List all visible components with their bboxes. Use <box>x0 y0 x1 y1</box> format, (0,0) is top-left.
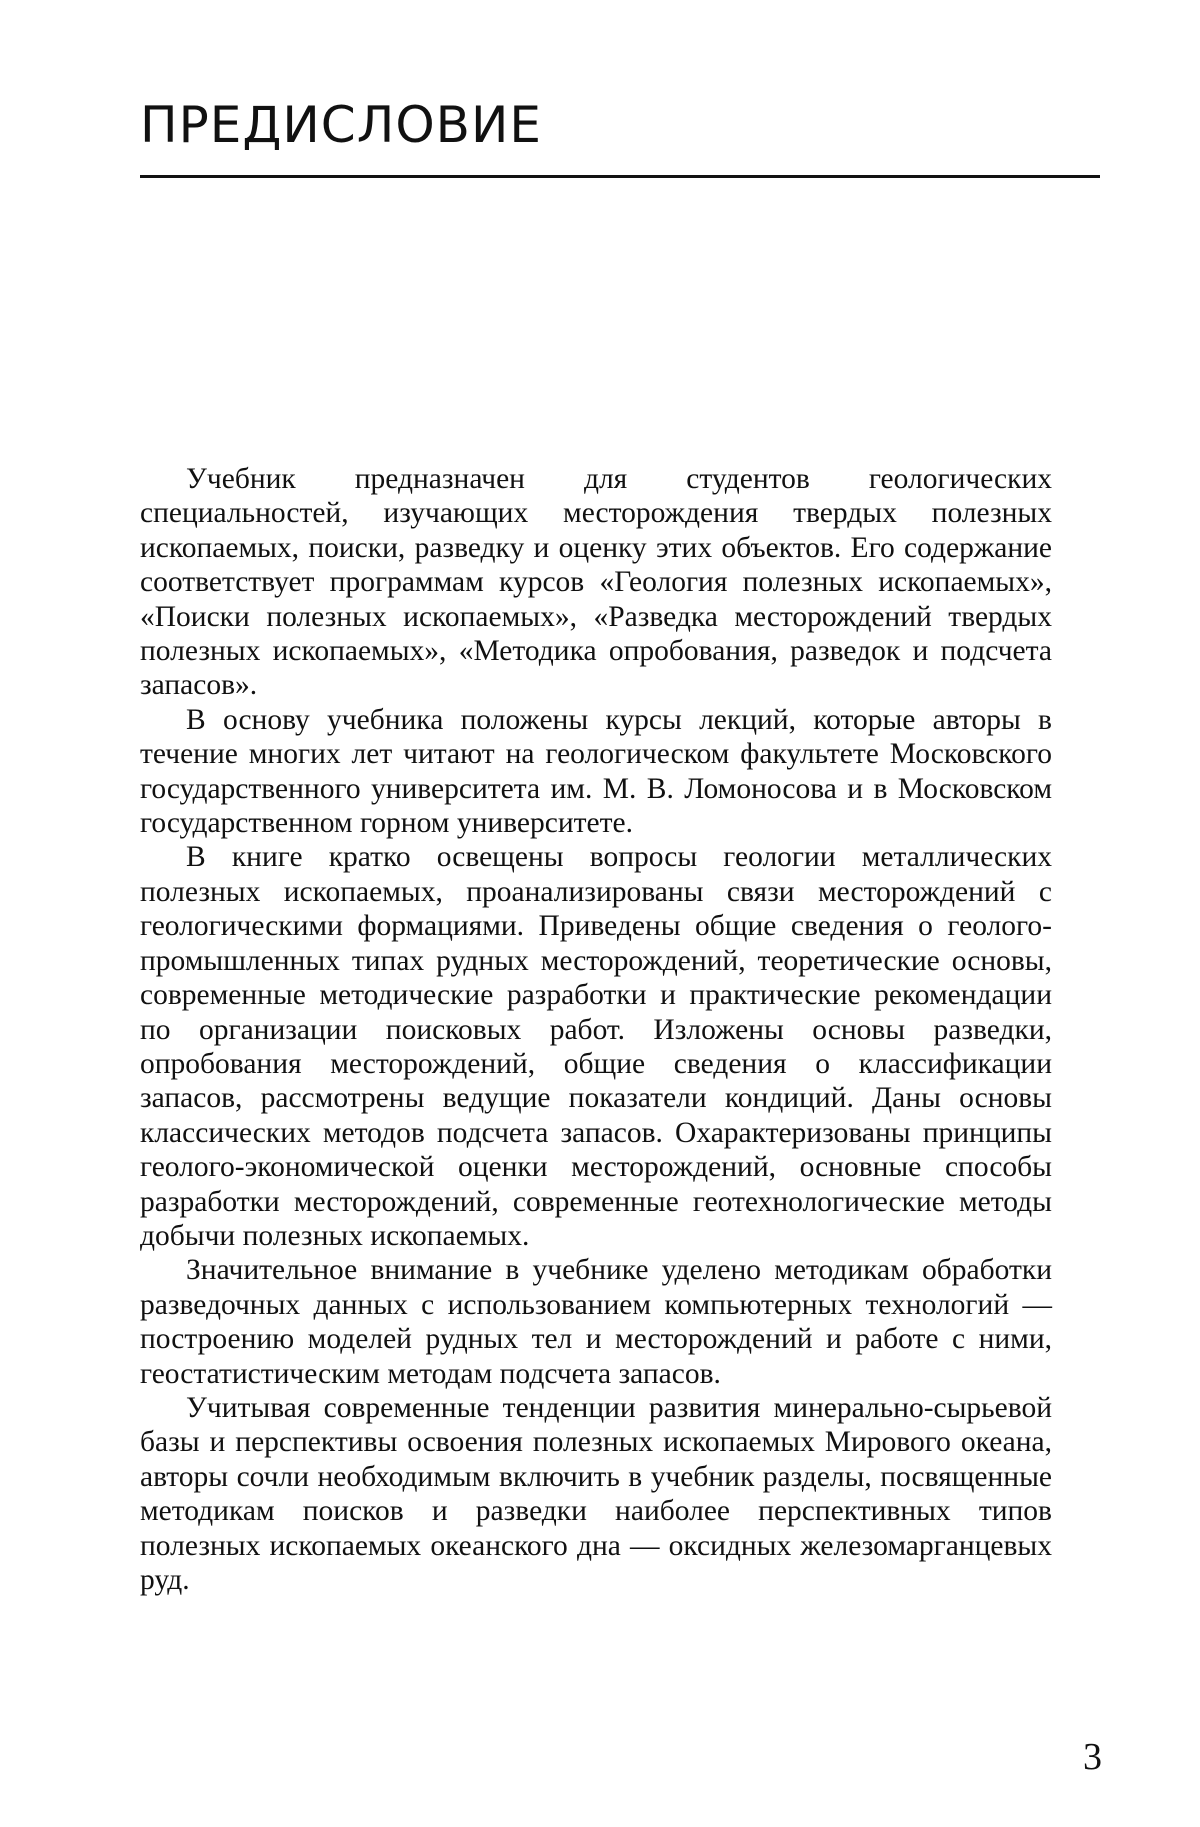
paragraph-5: Учитывая современные тенденции развития минерально-сырьевой базы и перспективы освоения полезных ископаемых Мирового океана, авторы сочли необходимым включить в учебник разделы, посвященные методикам поисков и разведки наиболее перспективных типов полезных ископаемых океанского дна — оксидных железомарганцевых руд. <box>140 1391 1052 1596</box>
preface-body <box>140 462 1052 1597</box>
section-heading: ПРЕДИСЛОВИЕ <box>140 96 542 154</box>
heading-rule <box>140 175 1100 178</box>
paragraph-2: В основу учебника положены курсы лекций, которые авторы в течение многих лет читают на геологическом факультете Московского государственного университета им. М. В. Ломоносова и в Московском государственном горном университете. <box>140 703 1052 840</box>
page-number: 3 <box>1083 1736 1102 1778</box>
paragraph-3: В книге кратко освещены вопросы геологии металлических полезных ископаемых, проанализированы связи месторождений с геологическими формациями. Приведены общие сведения о геолого-промышленных типах рудных месторождений, теоретические основы, современные методические разработки и практические рекомендации по организации поисковых работ. Изложены основы разведки, опробования месторождений, общие сведения о классификации запасов, рассмотрены ведущие показатели кондиций. Даны основы классических методов подсчета запасов. Охарактеризованы принципы геолого-экономической оценки месторождений, основные способы разработки месторождений, современные геотехнологические методы добычи полезных ископаемых. <box>140 841 1052 1252</box>
paragraph-1: Учебник предназначен для студентов геологических специальностей, изучающих месторождения твердых полезных ископаемых, поиски, разведку и оценку этих объектов. Его содержание соответствует программам курсов «Геология полезных ископаемых», «Поиски полезных ископаемых», «Разведка месторождений твердых полезных ископаемых», «Методика опробования, разведок и подсчета запасов». <box>140 463 1052 702</box>
paragraph-4: Значительное внимание в учебнике уделено методикам обработки разведочных данных с использованием компьютерных технологий — построению моделей рудных тел и месторождений и работе с ними, геостатистическим методам подсчета запасов. <box>140 1254 1052 1390</box>
